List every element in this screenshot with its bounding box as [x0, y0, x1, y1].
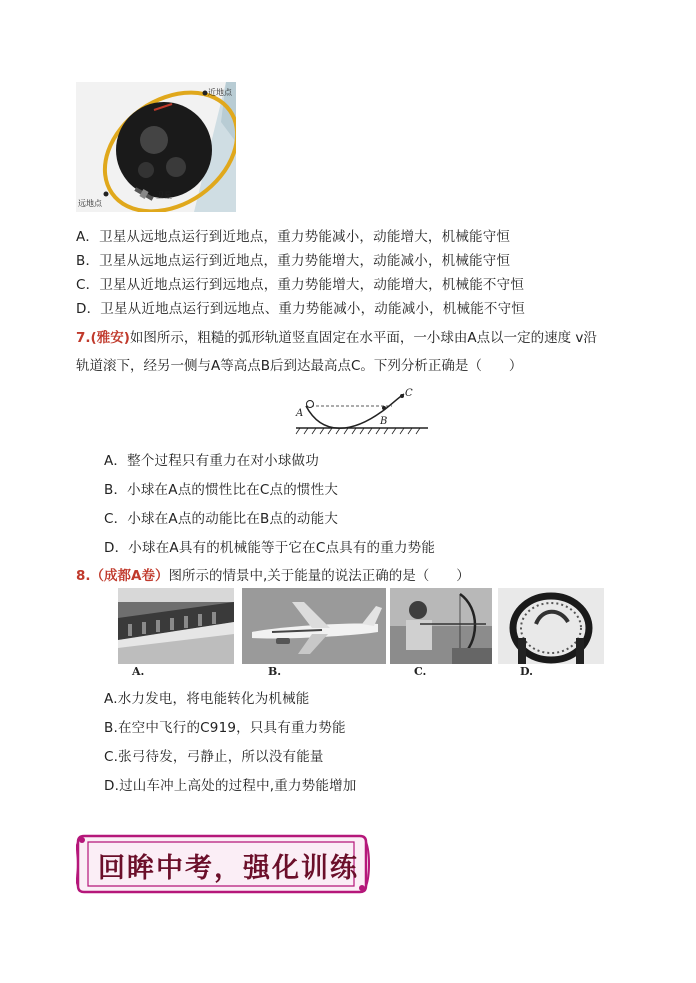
- photo-hydropower-dam: [118, 588, 234, 664]
- near-point-label: 近地点: [208, 88, 232, 97]
- q8-option-c: C.张弓待发，弓静止，所以没有能量: [104, 749, 324, 765]
- track-figure: [292, 384, 432, 436]
- far-point-label: 远地点: [78, 199, 102, 208]
- q6-option-b: B．卫星从远地点运行到近地点，重力势能增大，动能减小，机械能守恒: [76, 253, 511, 269]
- q7-line1: [76, 328, 597, 348]
- q7-option-d: D．小球在A具有的机械能等于它在C点具有的重力势能: [104, 540, 436, 556]
- q7-option-c: C．小球在A点的动能比在B点的动能大: [104, 511, 339, 527]
- q6-option-d: D．卫星从近地点运行到远地点、重力势能减小，动能减小，机械能不守恒: [76, 301, 525, 317]
- q8-option-d: D.过山车冲上高处的过程中,重力势能增加: [104, 778, 357, 794]
- q7-stem-line1: 如图所示，粗糙的弧形轨道竖直固定在水平面，一小球由A点以一定的速度 v沿: [129, 330, 597, 346]
- photo-archer: [390, 588, 492, 664]
- q7-number: 7.: [76, 330, 91, 346]
- photo-c919-airplane: [242, 588, 386, 664]
- photo-roller-coaster: [498, 588, 604, 664]
- satellite-label: 卫星: [156, 191, 172, 200]
- q6-option-a: A．卫星从远地点运行到近地点，重力势能减小，动能增大，机械能守恒: [76, 229, 511, 245]
- point-c-label: C: [405, 388, 413, 399]
- q8-option-a: A.水力发电，将电能转化为机械能: [104, 691, 310, 707]
- q7-stem-line2: 轨道滚下，经另一侧与A等高点B后到达最高点C。下列分析正确是（ ）: [76, 358, 523, 374]
- track-diagram: [292, 384, 432, 436]
- q7-option-a: A．整个过程只有重力在对小球做功: [104, 453, 319, 469]
- point-b-label: B: [380, 416, 388, 427]
- q8-source: （成都A卷）: [90, 568, 169, 584]
- point-a-label: A: [296, 408, 304, 419]
- photo-label-d: D.: [520, 665, 533, 678]
- banner-title: 回眸中考，强化训练: [98, 853, 359, 884]
- q7-option-b: B．小球在A点的惯性比在C点的惯性大: [104, 482, 339, 498]
- orbit-figure: [76, 82, 236, 212]
- q8-stem-text: 图所示的情景中,关于能量的说法正确的是（ ）: [168, 568, 470, 584]
- q6-option-c: C．卫星从近地点运行到远地点，重力势能增大，动能增大，机械能不守恒: [76, 277, 525, 293]
- section-banner: [76, 832, 370, 896]
- q8-number: 8.: [76, 568, 91, 584]
- orbit-illustration: [76, 82, 236, 212]
- photo-label-b: B.: [268, 665, 282, 678]
- q8-stem: [76, 566, 470, 586]
- photo-label-a: A.: [132, 665, 145, 678]
- photo-label-c: C.: [414, 665, 427, 678]
- q7-source: (雅安): [90, 330, 130, 346]
- q8-option-b: B.在空中飞行的C919，只具有重力势能: [104, 720, 346, 736]
